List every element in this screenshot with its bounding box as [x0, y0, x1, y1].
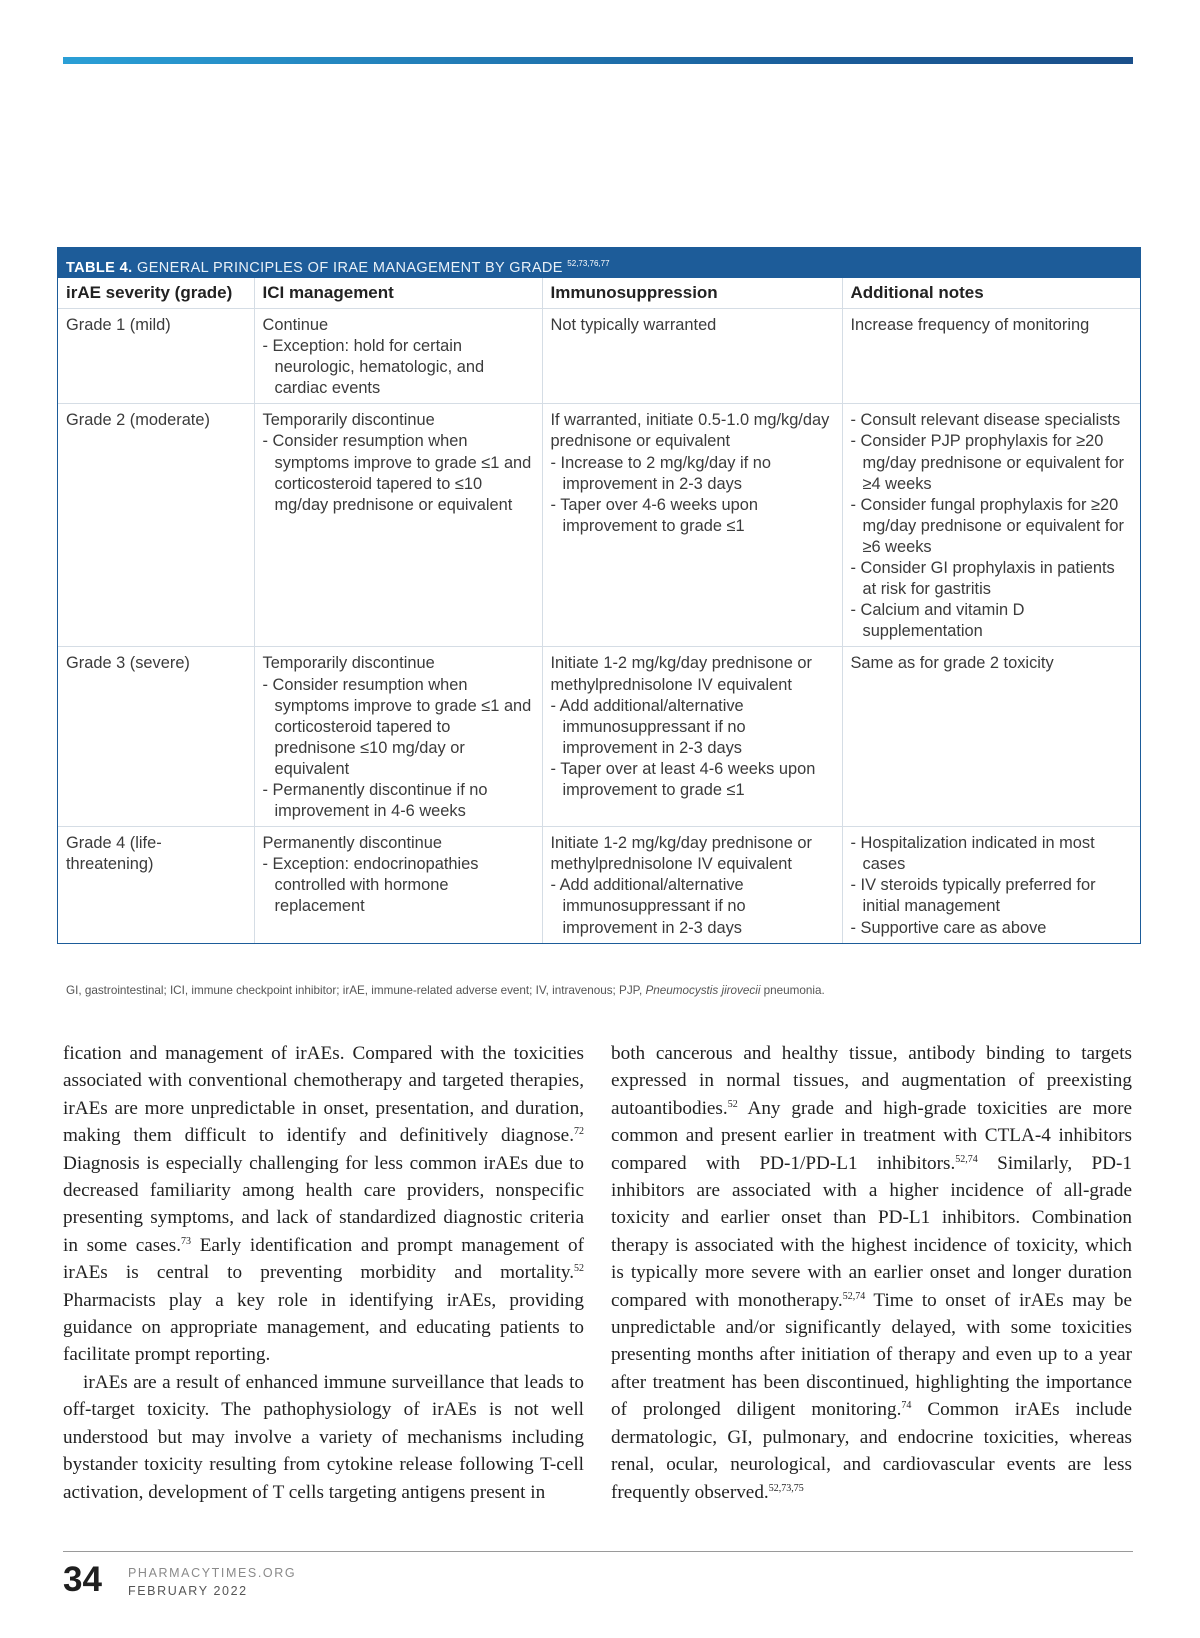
table-title-refs: 52,73,76,77	[567, 259, 610, 268]
notes-cell	[842, 309, 1140, 404]
list-item: - Taper over 4-6 weeks upon improvement to grade ≤1	[550, 495, 758, 535]
list-item: - Consider fungal prophylaxis for ≥20 mg/day prednisone or equivalent for ≥6 weeks	[850, 495, 1124, 556]
text-run: irAEs are a result of enhanced immune surveillance that leads to off-target toxicity. The pathophysiology of irAEs is not well understood but may involve a variety of mechanisms including bystander toxicity resulting from cytokine release following T-cell activation, development of T cells targeting antigens present in	[63, 1371, 584, 1503]
reference-superscript: 74	[901, 1400, 912, 1412]
immunosuppression-main-text: Initiate 1-2 mg/kg/day prednisone or methylprednisolone IV equivalent	[550, 654, 812, 694]
list-item-text: Consider PJP prophylaxis for ≥20 mg/day prednisone or equivalent for ≥4 weeks	[860, 432, 1124, 493]
immunosuppression-cell	[542, 404, 842, 647]
immunosuppression-cell	[542, 827, 842, 943]
text-run: Diagnosis is especially challenging for less common irAEs due to decreased familiarity among health care providers, nonspecific presenting symptoms, and lack of standardized diagnostic criteria in some cases.	[63, 1152, 584, 1256]
management-table	[58, 278, 1140, 943]
list-item-text: Hospitalization indicated in most cases	[860, 834, 1095, 874]
page-number: 34	[63, 1560, 102, 1599]
text-run: Time to onset of irAEs may be unpredictable and/or significantly delayed, with some toxicities presenting months after initiation of therapy and even up to a year after treatment has been discontinued, highlighting the importance of prolonged diligent monitoring.	[611, 1289, 1132, 1421]
list-item: - Taper over at least 4-6 weeks upon improvement to grade ≤1	[550, 759, 816, 799]
list-item: - Permanently discontinue if no improvement in 4-6 weeks	[262, 780, 488, 821]
grade-cell: Grade 3 (severe)	[58, 647, 254, 827]
list-item: - Increase to 2 mg/kg/day if no improvement in 2-3 days	[550, 453, 771, 493]
list-item-text: Consider GI prophylaxis in patients at risk for gastritis	[860, 559, 1115, 599]
ici-list	[263, 675, 534, 823]
list-item: - Consider GI prophylaxis in patients at risk for gastritis	[850, 559, 1115, 599]
body-column-left	[63, 1040, 584, 1506]
table-title-bar	[58, 248, 1140, 278]
reference-superscript: 73	[181, 1235, 192, 1247]
reference-superscript: 52	[727, 1098, 738, 1110]
immunosuppression-main-text: Not typically warranted	[550, 316, 717, 334]
ici-list	[263, 431, 534, 515]
list-item: - IV steroids typically preferred for initial management	[850, 876, 1096, 916]
notes-main-text: Same as for grade 2 toxicity	[850, 654, 1054, 673]
reference-superscript: 52,74	[955, 1153, 978, 1165]
reference-superscript: 72	[574, 1126, 584, 1138]
list-item: - Add additional/alternative immunosuppressant if no improvement in 2-3 days	[550, 696, 746, 757]
ici-main-text: Temporarily discontinue	[262, 654, 435, 673]
list-item-text: Add additional/alternative immunosuppressant if no improvement in 2-3 days	[559, 696, 746, 757]
list-item-text: IV steroids typically preferred for initial management	[860, 876, 1096, 916]
list-item-text: Exception: hold for certain neurologic, hematologic, and cardiac events	[272, 337, 485, 398]
immunosuppression-list	[551, 696, 834, 801]
notes-cell	[842, 404, 1140, 647]
ici-list	[263, 336, 534, 399]
list-item-text: Increase to 2 mg/kg/day if no improvement in 2-3 days	[560, 453, 771, 493]
paragraph	[611, 1040, 1132, 1506]
list-item: - Calcium and vitamin D supplementation	[850, 601, 1025, 641]
immunosuppression-cell	[542, 647, 842, 827]
paragraph	[63, 1040, 584, 1369]
footnote-end: pneumonia.	[760, 984, 825, 997]
reference-superscript: 52	[574, 1263, 584, 1275]
immunosuppression-cell	[542, 309, 842, 404]
list-item: - Hospitalization indicated in most cases	[850, 834, 1095, 874]
ici-cell	[254, 827, 542, 943]
list-item-text: Consult relevant disease specialists	[860, 411, 1121, 430]
list-item-text: Taper over at least 4-6 weeks upon improvement to grade ≤1	[560, 759, 816, 799]
list-item-text: Add additional/alternative immunosuppressant if no improvement in 2-3 days	[559, 876, 746, 937]
ici-cell	[254, 647, 542, 827]
text-run: both cancerous and healthy tissue, antibody binding to targets expressed in normal tissues, and augmentation of preexisting autoantibodies.	[611, 1043, 1132, 1119]
publication-issue: FEBRUARY 2022	[128, 1584, 248, 1598]
notes-list	[851, 410, 1133, 642]
top-accent-rule	[63, 57, 1133, 64]
table-row	[58, 309, 1140, 404]
list-item: - Consult relevant disease specialists	[850, 411, 1121, 430]
list-item: - Consider resumption when symptoms improve to grade ≤1 and corticosteroid tapered to ≤10 mg/day prednisone or equivalent	[262, 432, 532, 514]
text-run: Common irAEs include dermatologic, GI, pulmonary, and endocrine toxicities, whereas renal, ocular, neurological, and cardiovascular events are less frequently observed.	[611, 1399, 1132, 1503]
table-header-row	[58, 278, 1140, 309]
header-additional-notes: Additional notes	[842, 278, 1140, 309]
notes-cell	[842, 827, 1140, 943]
ici-main-text: Continue	[262, 316, 329, 334]
ici-cell	[254, 309, 542, 404]
list-item: - Exception: hold for certain neurologic, hematologic, and cardiac events	[262, 337, 485, 398]
header-immunosuppression: Immunosuppression	[542, 278, 842, 309]
list-item-text: Permanently discontinue if no improvement in 4-6 weeks	[272, 780, 488, 821]
list-item-text: Calcium and vitamin D supplementation	[860, 601, 1025, 641]
list-item-text: Taper over 4-6 weeks upon improvement to grade ≤1	[560, 495, 758, 535]
notes-cell	[842, 647, 1140, 827]
publication-site: PHARMACYTIMES.ORG	[128, 1566, 297, 1580]
table-footnote	[66, 984, 1136, 997]
immunosuppression-main-text: Initiate 1-2 mg/kg/day prednisone or methylprednisolone IV equivalent	[550, 834, 812, 874]
list-item: - Exception: endocrinopathies controlled with hormone replacement	[262, 855, 479, 916]
table-title: GENERAL PRINCIPLES OF IRAE MANAGEMENT BY GRADE	[137, 260, 563, 276]
paragraph	[63, 1369, 584, 1506]
table-row	[58, 647, 1140, 827]
list-item: - Supportive care as above	[850, 918, 1047, 937]
footnote-text: GI, gastrointestinal; ICI, immune checkpoint inhibitor; irAE, immune-related adverse event; IV, intravenous; PJP,	[66, 984, 646, 997]
list-item-text: Consider fungal prophylaxis for ≥20 mg/day prednisone or equivalent for ≥6 weeks	[860, 495, 1124, 556]
list-item: - Add additional/alternative immunosuppressant if no improvement in 2-3 days	[550, 876, 746, 937]
list-item: - Consider PJP prophylaxis for ≥20 mg/day prednisone or equivalent for ≥4 weeks	[850, 432, 1124, 493]
reference-superscript: 52,73,75	[768, 1482, 804, 1494]
header-severity: irAE severity (grade)	[58, 278, 254, 309]
table-row	[58, 404, 1140, 647]
footnote-italic: Pneumocystis jirovecii	[645, 984, 761, 997]
footer-rule	[63, 1551, 1133, 1552]
text-run: Early identification and prompt management of irAEs is central to preventing morbidity and mortality.	[63, 1234, 584, 1284]
list-item-text: Consider resumption when symptoms improve to grade ≤1 and corticosteroid tapered to ≤10 mg/day prednisone or equivalent	[272, 432, 532, 514]
ici-cell	[254, 404, 542, 647]
reference-superscript: 52,74	[842, 1290, 866, 1302]
immunosuppression-list	[551, 875, 834, 938]
grade-cell: Grade 1 (mild)	[58, 309, 254, 404]
ici-main-text: Permanently discontinue	[262, 834, 442, 853]
text-run: Pharmacists play a key role in identifying irAEs, providing guidance on appropriate management, and educating patients to facilitate prompt reporting.	[63, 1289, 584, 1366]
ici-list	[263, 854, 534, 917]
grade-cell: Grade 2 (moderate)	[58, 404, 254, 647]
body-column-right	[611, 1040, 1132, 1506]
ici-main-text: Temporarily discontinue	[262, 411, 435, 430]
notes-main-text: Increase frequency of monitoring	[850, 316, 1090, 334]
header-ici-management: ICI management	[254, 278, 542, 309]
list-item: - Consider resumption when symptoms improve to grade ≤1 and corticosteroid tapered to prednisone ≤10 mg/day or equivalent	[262, 675, 532, 778]
immunosuppression-list	[551, 453, 834, 537]
text-run: Similarly, PD-1 inhibitors are associated with a higher incidence of all-grade toxicity and earlier onset than PD-L1 inhibitors. Combination therapy is associated with the highest incidence of toxicity, which is typically more severe with an earlier onset and longer duration compared with monotherapy.	[611, 1152, 1132, 1311]
notes-list	[851, 833, 1133, 938]
grade-cell: Grade 4 (life-threatening)	[58, 827, 254, 943]
list-item-text: Consider resumption when symptoms improve to grade ≤1 and corticosteroid tapered to prednisone ≤10 mg/day or equivalent	[272, 675, 532, 778]
table-body	[58, 309, 1140, 943]
immunosuppression-main-text: If warranted, initiate 0.5-1.0 mg/kg/day prednisone or equivalent	[550, 411, 830, 451]
text-run: Any grade and high-grade toxicities are more common and present earlier in treatment with CTLA-4 inhibitors compared with PD-1/PD-L1 inhibitors.	[611, 1097, 1132, 1174]
table-row	[58, 827, 1140, 943]
list-item-text: Supportive care as above	[860, 918, 1047, 937]
list-item-text: Exception: endocrinopathies controlled with hormone replacement	[272, 855, 479, 916]
table-label: TABLE 4.	[66, 260, 133, 276]
table-4	[57, 247, 1141, 944]
text-run: fication and management of irAEs. Compared with the toxicities associated with conventional chemotherapy and targeted therapies, irAEs are more unpredictable in onset, presentation, and duration, making them difficult to identify and definitively diagnose.	[63, 1043, 584, 1147]
